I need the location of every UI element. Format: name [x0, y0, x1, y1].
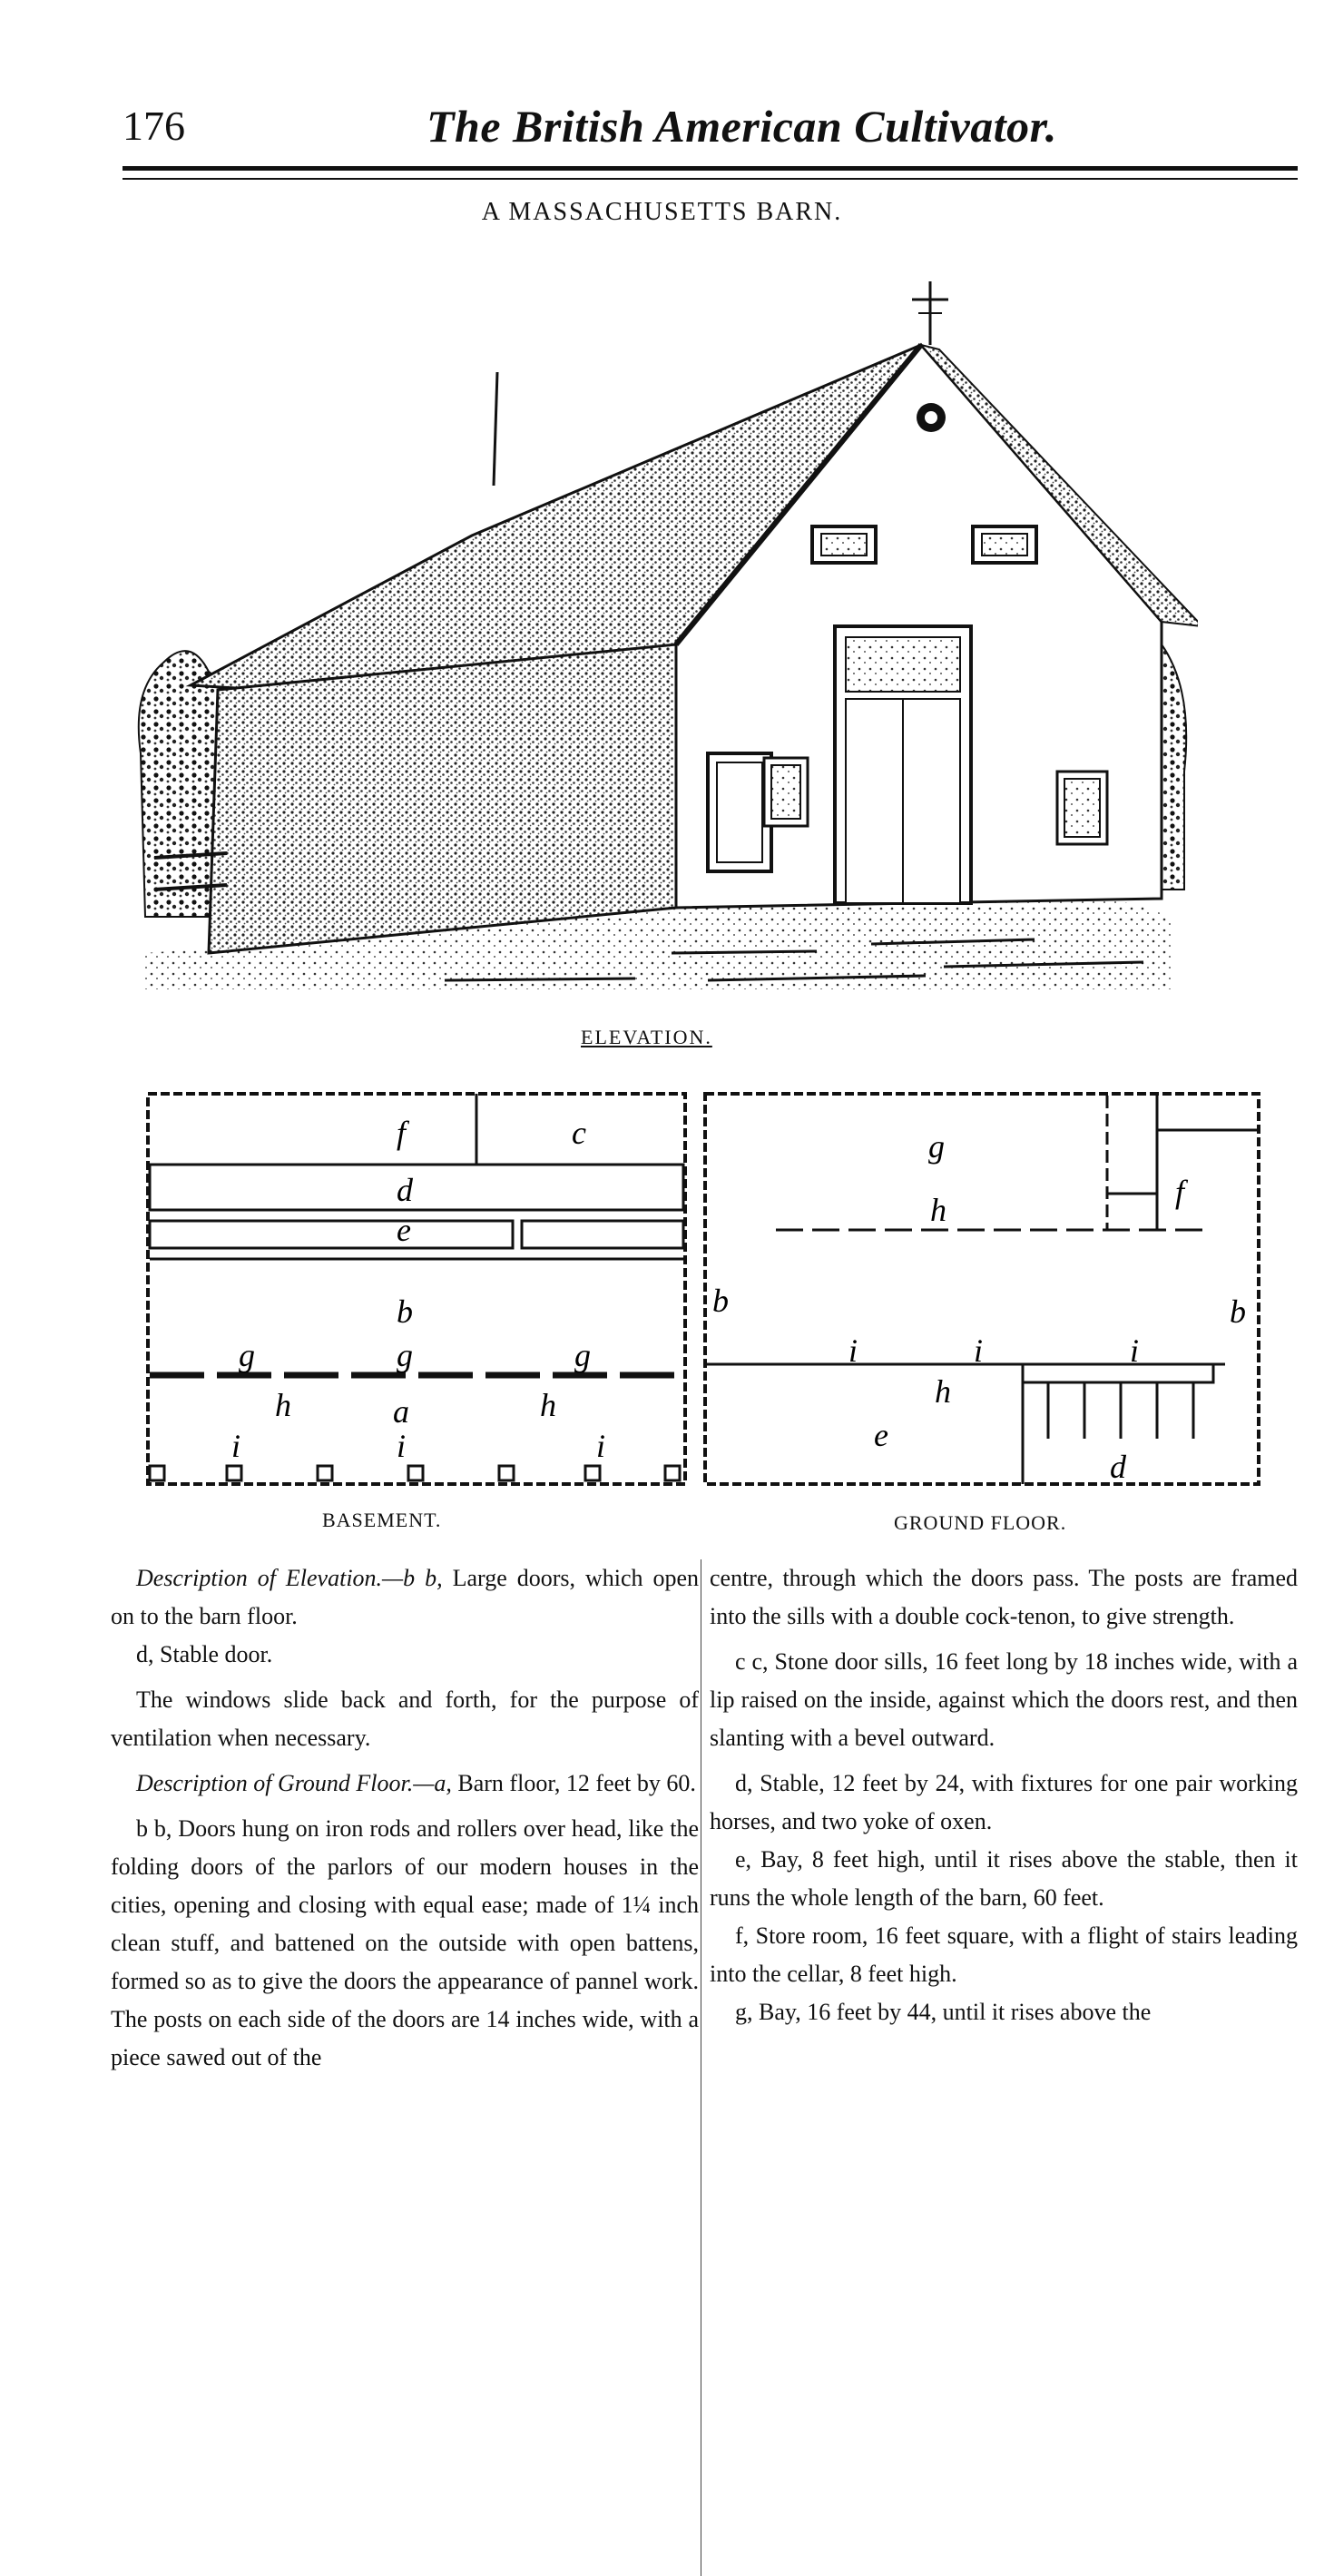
basement-label-f: f [397, 1115, 407, 1151]
ground-label-i-1: i [848, 1332, 858, 1369]
section-lead: Description of Ground Floor.—a, [136, 1770, 452, 1796]
paragraph-text: Large doors, which open on to the barn floor. [111, 1565, 699, 1629]
paragraph: g, Bay, 16 feet by 44, until it rises above the [735, 1999, 1152, 2025]
article-title: A MASSACHUSETTS BARN. [481, 198, 843, 226]
section-lead: Description of Elevation.—b b, [136, 1565, 443, 1591]
header-rule-thin [123, 178, 1298, 180]
ground-label-b-right: b [1230, 1293, 1246, 1330]
basement-label-i-2: i [397, 1428, 407, 1464]
ground-label-b-left: b [712, 1283, 729, 1319]
barn-elevation-illustration [127, 263, 1198, 1017]
paragraph-text: Barn floor, 12 feet by 60. [451, 1770, 696, 1796]
ground-floor-plan [705, 1094, 1259, 1485]
elevation-caption: ELEVATION. [581, 1026, 712, 1048]
ground-label-i-2: i [974, 1332, 984, 1369]
basement-label-g-2: g [397, 1337, 413, 1373]
paragraph [111, 1765, 699, 1803]
ground-label-g: g [928, 1128, 945, 1165]
paragraph [111, 1559, 699, 1636]
paragraph: centre, through which the doors pass. The posts are framed into the sills with a double cock-tenon, to give strength. [710, 1565, 1298, 1629]
paragraph: e, Bay, 8 feet high, until it rises above the stable, then it runs the whole length of the barn, 60 feet. [710, 1846, 1298, 1911]
paragraph: d, Stable door. [136, 1641, 273, 1667]
basement-label-d: d [397, 1172, 413, 1208]
basement-label-a: a [393, 1393, 409, 1430]
paragraph: b b, Doors hung on iron rods and rollers over head, like the folding doors of the parlors of our modern houses in the cities, opening and closing with equal ease; made of 1¼ inch clean stuff, and battened on the outside with open battens, formed so as to give the doors the appearance of pannel work. The posts on each side of the doors are 14 inches wide, with a piece sawed out of the [111, 1815, 699, 2070]
ground-label-h-1: h [930, 1192, 946, 1228]
basement-plan [148, 1094, 685, 1484]
floor-plans-diagram [141, 1085, 1275, 1502]
page-number: 176 [123, 103, 185, 149]
ground-label-i-3: i [1130, 1332, 1140, 1369]
running-title: The British American Cultivator. [427, 101, 1057, 152]
basement-label-e: e [397, 1212, 411, 1248]
basement-caption: BASEMENT. [322, 1509, 442, 1531]
paragraph: c c, Stone door sills, 16 feet long by 18 inches wide, with a lip raised on the inside, against which the doors rest, and then slanting with a bevel outward. [710, 1648, 1298, 1751]
basement-label-h-2: h [540, 1387, 556, 1423]
paragraph: f, Store room, 16 feet square, with a flight of stairs leading into the cellar, 8 feet high. [710, 1922, 1298, 1987]
paragraph: d, Stable, 12 feet by 24, with fixtures for one pair working horses, and two yoke of oxen. [710, 1770, 1298, 1834]
basement-label-g-1: g [239, 1337, 255, 1373]
paragraph: The windows slide back and forth, for the purpose of ventilation when necessary. [111, 1686, 699, 1751]
ground-label-e: e [874, 1417, 888, 1453]
basement-label-h-1: h [275, 1387, 291, 1423]
header-rule [123, 166, 1298, 171]
basement-label-i-3: i [596, 1428, 606, 1464]
ground-floor-caption: GROUND FLOOR. [894, 1511, 1067, 1534]
basement-label-c: c [572, 1115, 586, 1151]
ground-label-f: f [1175, 1174, 1185, 1210]
basement-label-b: b [397, 1293, 413, 1330]
text-column-left [111, 1559, 699, 2077]
basement-label-g-3: g [574, 1337, 591, 1373]
ground-label-d: d [1110, 1449, 1126, 1485]
text-column-right [710, 1559, 1298, 2031]
ground-label-h-2: h [935, 1373, 951, 1410]
basement-label-i-1: i [231, 1428, 241, 1464]
